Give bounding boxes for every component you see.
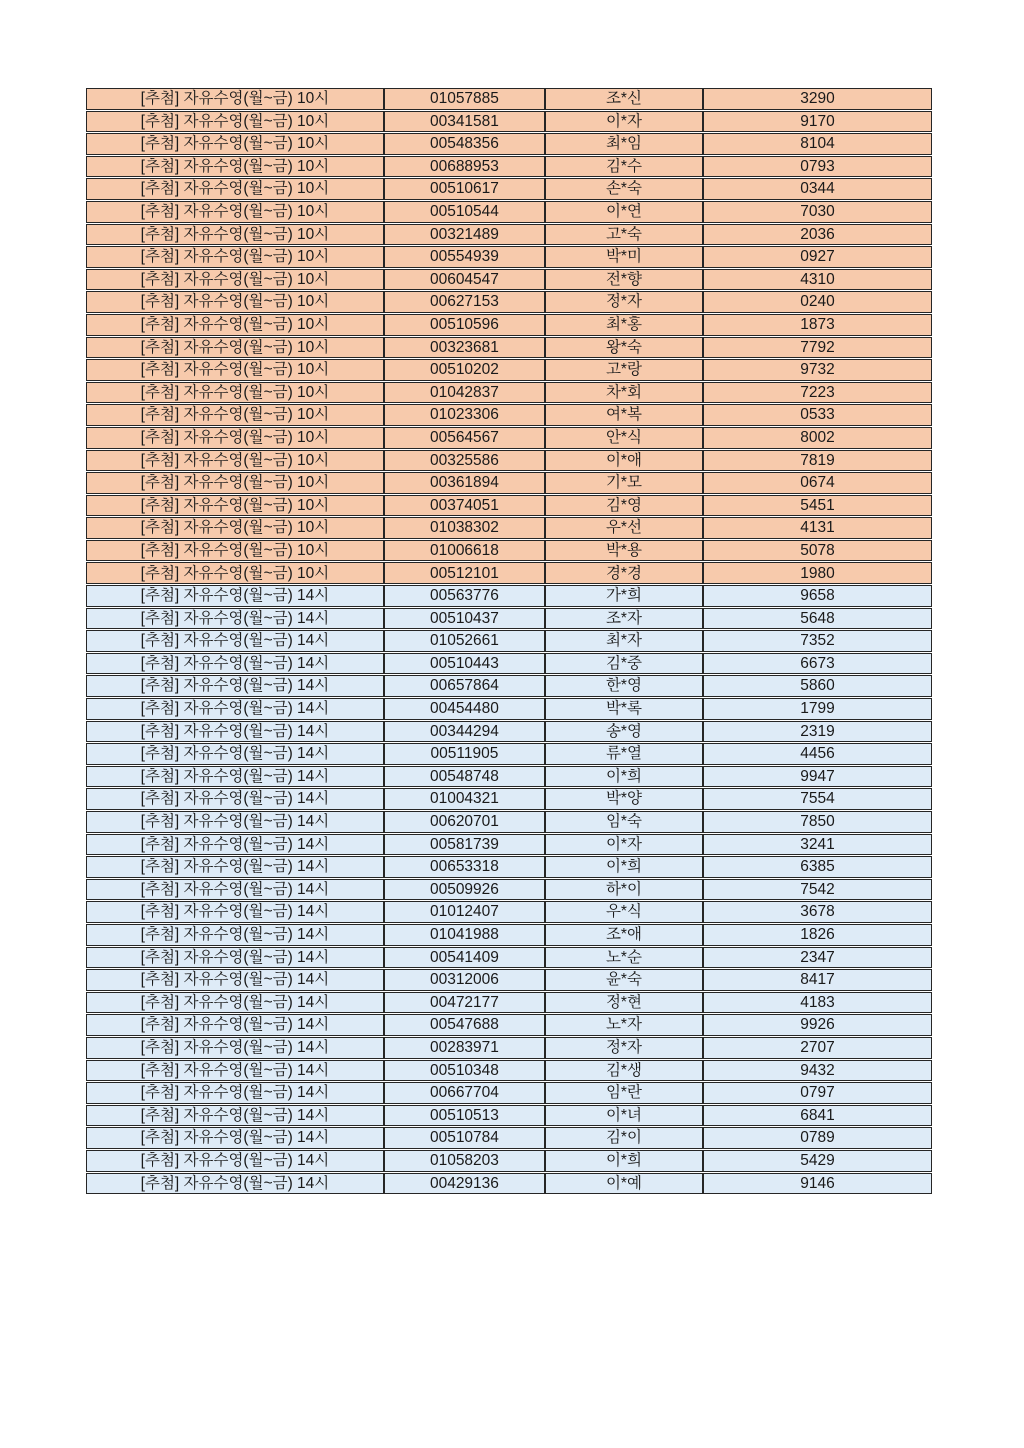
table-row [86,630,932,652]
member-id-cell: 00341581 [384,111,545,133]
table-row [86,88,932,110]
member-id-cell: 00454480 [384,698,545,720]
name-cell: 박*용 [545,540,703,562]
program-cell: [추첨] 자유수영(월~금) 14시 [86,1082,384,1104]
member-id-cell: 00657864 [384,675,545,697]
program-cell: [추첨] 자유수영(월~금) 10시 [86,111,384,133]
table-row [86,224,932,246]
table-row [86,450,932,472]
member-id-cell: 00510784 [384,1127,545,1149]
program-cell: [추첨] 자유수영(월~금) 10시 [86,88,384,110]
member-id-cell: 00323681 [384,337,545,359]
name-cell: 차*회 [545,382,703,404]
member-id-cell: 01004321 [384,788,545,810]
table-row [86,1014,932,1036]
member-id-cell: 00653318 [384,856,545,878]
program-cell: [추첨] 자유수영(월~금) 14시 [86,743,384,765]
number-cell: 2707 [703,1037,932,1059]
number-cell: 9146 [703,1173,932,1195]
table-row [86,427,932,449]
number-cell: 0674 [703,472,932,494]
name-cell: 이*애 [545,450,703,472]
name-cell: 임*란 [545,1082,703,1104]
program-cell: [추첨] 자유수영(월~금) 14시 [86,766,384,788]
number-cell: 4310 [703,269,932,291]
member-id-cell: 00604547 [384,269,545,291]
name-cell: 노*순 [545,947,703,969]
program-cell: [추첨] 자유수영(월~금) 10시 [86,156,384,178]
number-cell: 7030 [703,201,932,223]
table-row [86,653,932,675]
table-row [86,992,932,1014]
number-cell: 6673 [703,653,932,675]
program-cell: [추첨] 자유수영(월~금) 14시 [86,698,384,720]
number-cell: 5860 [703,675,932,697]
member-id-cell: 00620701 [384,811,545,833]
table-row [86,856,932,878]
name-cell: 최*임 [545,133,703,155]
number-cell: 1980 [703,562,932,584]
name-cell: 기*모 [545,472,703,494]
name-cell: 김*생 [545,1060,703,1082]
name-cell: 이*연 [545,201,703,223]
number-cell: 5078 [703,540,932,562]
program-cell: [추첨] 자유수영(월~금) 10시 [86,404,384,426]
table-row [86,721,932,743]
table-row [86,1105,932,1127]
table-row [86,201,932,223]
name-cell: 정*자 [545,291,703,313]
table-row [86,246,932,268]
program-cell: [추첨] 자유수영(월~금) 14시 [86,834,384,856]
table-row [86,517,932,539]
table-row [86,337,932,359]
name-cell: 김*영 [545,495,703,517]
table-row [86,1082,932,1104]
name-cell: 최*자 [545,630,703,652]
program-cell: [추첨] 자유수영(월~금) 14시 [86,924,384,946]
table-row [86,562,932,584]
program-cell: [추첨] 자유수영(월~금) 14시 [86,1014,384,1036]
member-id-cell: 00688953 [384,156,545,178]
number-cell: 6385 [703,856,932,878]
program-cell: [추첨] 자유수영(월~금) 10시 [86,562,384,584]
number-cell: 9947 [703,766,932,788]
program-cell: [추첨] 자유수영(월~금) 14시 [86,721,384,743]
member-id-cell: 00361894 [384,472,545,494]
table-row [86,1037,932,1059]
member-id-cell: 00510348 [384,1060,545,1082]
name-cell: 박*양 [545,788,703,810]
table-row [86,743,932,765]
number-cell: 7223 [703,382,932,404]
program-cell: [추첨] 자유수영(월~금) 10시 [86,472,384,494]
number-cell: 7542 [703,879,932,901]
name-cell: 안*식 [545,427,703,449]
number-cell: 9432 [703,1060,932,1082]
number-cell: 7554 [703,788,932,810]
table-row [86,472,932,494]
number-cell: 6841 [703,1105,932,1127]
name-cell: 정*자 [545,1037,703,1059]
name-cell: 김*이 [545,1127,703,1149]
name-cell: 하*이 [545,879,703,901]
member-id-cell: 00547688 [384,1014,545,1036]
table-row [86,269,932,291]
member-id-cell: 01057885 [384,88,545,110]
table-row [86,924,932,946]
table-row [86,291,932,313]
name-cell: 류*열 [545,743,703,765]
program-cell: [추첨] 자유수영(월~금) 10시 [86,178,384,200]
table-row [86,404,932,426]
member-id-cell: 00511905 [384,743,545,765]
member-id-cell: 00510202 [384,359,545,381]
name-cell: 우*식 [545,901,703,923]
table-row [86,834,932,856]
member-id-cell: 01038302 [384,517,545,539]
name-cell: 왕*숙 [545,337,703,359]
program-cell: [추첨] 자유수영(월~금) 10시 [86,224,384,246]
member-id-cell: 01023306 [384,404,545,426]
member-id-cell: 00554939 [384,246,545,268]
number-cell: 1826 [703,924,932,946]
number-cell: 7819 [703,450,932,472]
number-cell: 0344 [703,178,932,200]
member-id-cell: 01052661 [384,630,545,652]
name-cell: 이*녀 [545,1105,703,1127]
program-cell: [추첨] 자유수영(월~금) 10시 [86,314,384,336]
program-cell: [추첨] 자유수영(월~금) 10시 [86,382,384,404]
name-cell: 조*신 [545,88,703,110]
member-id-cell: 00374051 [384,495,545,517]
name-cell: 이*희 [545,766,703,788]
name-cell: 이*예 [545,1173,703,1195]
member-id-cell: 00510596 [384,314,545,336]
table-row [86,969,932,991]
name-cell: 조*자 [545,608,703,630]
number-cell: 1799 [703,698,932,720]
number-cell: 0789 [703,1127,932,1149]
program-cell: [추첨] 자유수영(월~금) 14시 [86,992,384,1014]
name-cell: 윤*숙 [545,969,703,991]
number-cell: 5429 [703,1150,932,1172]
table-row [86,901,932,923]
name-cell: 고*랑 [545,359,703,381]
table-row [86,675,932,697]
program-cell: [추첨] 자유수영(월~금) 10시 [86,133,384,155]
member-id-cell: 00344294 [384,721,545,743]
name-cell: 박*록 [545,698,703,720]
name-cell: 한*영 [545,675,703,697]
name-cell: 가*희 [545,585,703,607]
member-id-cell: 00321489 [384,224,545,246]
program-cell: [추첨] 자유수영(월~금) 14시 [86,879,384,901]
table-row [86,1127,932,1149]
table-row [86,698,932,720]
name-cell: 조*애 [545,924,703,946]
member-id-cell: 00283971 [384,1037,545,1059]
member-id-cell: 00325586 [384,450,545,472]
program-cell: [추첨] 자유수영(월~금) 14시 [86,630,384,652]
program-cell: [추첨] 자유수영(월~금) 14시 [86,1060,384,1082]
table-row [86,585,932,607]
program-cell: [추첨] 자유수영(월~금) 14시 [86,788,384,810]
member-id-cell: 00667704 [384,1082,545,1104]
program-cell: [추첨] 자유수영(월~금) 10시 [86,495,384,517]
number-cell: 8417 [703,969,932,991]
member-id-cell: 00564567 [384,427,545,449]
table-row [86,1060,932,1082]
member-id-cell: 00510437 [384,608,545,630]
member-id-cell: 01006618 [384,540,545,562]
name-cell: 경*경 [545,562,703,584]
table-row [86,133,932,155]
name-cell: 김*수 [545,156,703,178]
number-cell: 0533 [703,404,932,426]
member-id-cell: 00509926 [384,879,545,901]
table-row [86,1173,932,1195]
name-cell: 임*숙 [545,811,703,833]
table-row [86,811,932,833]
table-row [86,608,932,630]
number-cell: 3241 [703,834,932,856]
number-cell: 3678 [703,901,932,923]
program-cell: [추첨] 자유수영(월~금) 10시 [86,517,384,539]
program-cell: [추첨] 자유수영(월~금) 10시 [86,246,384,268]
name-cell: 이*희 [545,856,703,878]
member-id-cell: 00548748 [384,766,545,788]
table-row [86,178,932,200]
program-cell: [추첨] 자유수영(월~금) 14시 [86,653,384,675]
number-cell: 7792 [703,337,932,359]
number-cell: 7352 [703,630,932,652]
name-cell: 전*향 [545,269,703,291]
program-cell: [추첨] 자유수영(월~금) 14시 [86,608,384,630]
member-id-cell: 00581739 [384,834,545,856]
number-cell: 0240 [703,291,932,313]
name-cell: 송*영 [545,721,703,743]
name-cell: 손*숙 [545,178,703,200]
name-cell: 김*중 [545,653,703,675]
number-cell: 2319 [703,721,932,743]
program-cell: [추첨] 자유수영(월~금) 10시 [86,291,384,313]
member-id-cell: 01012407 [384,901,545,923]
program-cell: [추첨] 자유수영(월~금) 14시 [86,1173,384,1195]
table-row [86,111,932,133]
name-cell: 정*현 [545,992,703,1014]
program-cell: [추첨] 자유수영(월~금) 14시 [86,947,384,969]
member-id-cell: 01042837 [384,382,545,404]
table-row [86,788,932,810]
member-id-cell: 00510617 [384,178,545,200]
member-id-cell: 00541409 [384,947,545,969]
number-cell: 5451 [703,495,932,517]
number-cell: 0797 [703,1082,932,1104]
program-cell: [추첨] 자유수영(월~금) 14시 [86,1037,384,1059]
program-cell: [추첨] 자유수영(월~금) 14시 [86,901,384,923]
number-cell: 3290 [703,88,932,110]
program-cell: [추첨] 자유수영(월~금) 14시 [86,811,384,833]
program-cell: [추첨] 자유수영(월~금) 14시 [86,1105,384,1127]
number-cell: 4131 [703,517,932,539]
name-cell: 우*선 [545,517,703,539]
program-cell: [추첨] 자유수영(월~금) 14시 [86,856,384,878]
table-row [86,359,932,381]
member-id-cell: 00429136 [384,1173,545,1195]
number-cell: 7850 [703,811,932,833]
member-id-cell: 00548356 [384,133,545,155]
name-cell: 이*자 [545,834,703,856]
table-row [86,947,932,969]
number-cell: 1873 [703,314,932,336]
number-cell: 8002 [703,427,932,449]
program-cell: [추첨] 자유수영(월~금) 14시 [86,1150,384,1172]
table-row [86,766,932,788]
member-id-cell: 00627153 [384,291,545,313]
member-id-cell: 00312006 [384,969,545,991]
program-cell: [추첨] 자유수영(월~금) 10시 [86,337,384,359]
number-cell: 5648 [703,608,932,630]
lottery-table-body [86,88,932,1194]
number-cell: 2347 [703,947,932,969]
program-cell: [추첨] 자유수영(월~금) 10시 [86,359,384,381]
name-cell: 박*미 [545,246,703,268]
table-row [86,314,932,336]
name-cell: 노*자 [545,1014,703,1036]
number-cell: 9732 [703,359,932,381]
name-cell: 최*홍 [545,314,703,336]
program-cell: [추첨] 자유수영(월~금) 10시 [86,450,384,472]
table-row [86,879,932,901]
number-cell: 8104 [703,133,932,155]
member-id-cell: 00510544 [384,201,545,223]
number-cell: 0927 [703,246,932,268]
program-cell: [추첨] 자유수영(월~금) 10시 [86,427,384,449]
number-cell: 4456 [703,743,932,765]
member-id-cell: 00510513 [384,1105,545,1127]
member-id-cell: 00563776 [384,585,545,607]
program-cell: [추첨] 자유수영(월~금) 10시 [86,269,384,291]
table-row [86,382,932,404]
table-row [86,156,932,178]
table-row [86,1150,932,1172]
program-cell: [추첨] 자유수영(월~금) 10시 [86,540,384,562]
member-id-cell: 01058203 [384,1150,545,1172]
number-cell: 4183 [703,992,932,1014]
number-cell: 9926 [703,1014,932,1036]
lottery-results-table [86,87,932,1195]
table-row [86,540,932,562]
member-id-cell: 00472177 [384,992,545,1014]
name-cell: 여*복 [545,404,703,426]
table-row [86,495,932,517]
program-cell: [추첨] 자유수영(월~금) 14시 [86,675,384,697]
number-cell: 0793 [703,156,932,178]
program-cell: [추첨] 자유수영(월~금) 14시 [86,585,384,607]
name-cell: 이*희 [545,1150,703,1172]
number-cell: 9658 [703,585,932,607]
number-cell: 9170 [703,111,932,133]
name-cell: 이*자 [545,111,703,133]
name-cell: 고*숙 [545,224,703,246]
member-id-cell: 00512101 [384,562,545,584]
member-id-cell: 01041988 [384,924,545,946]
member-id-cell: 00510443 [384,653,545,675]
program-cell: [추첨] 자유수영(월~금) 14시 [86,1127,384,1149]
program-cell: [추첨] 자유수영(월~금) 10시 [86,201,384,223]
program-cell: [추첨] 자유수영(월~금) 14시 [86,969,384,991]
number-cell: 2036 [703,224,932,246]
